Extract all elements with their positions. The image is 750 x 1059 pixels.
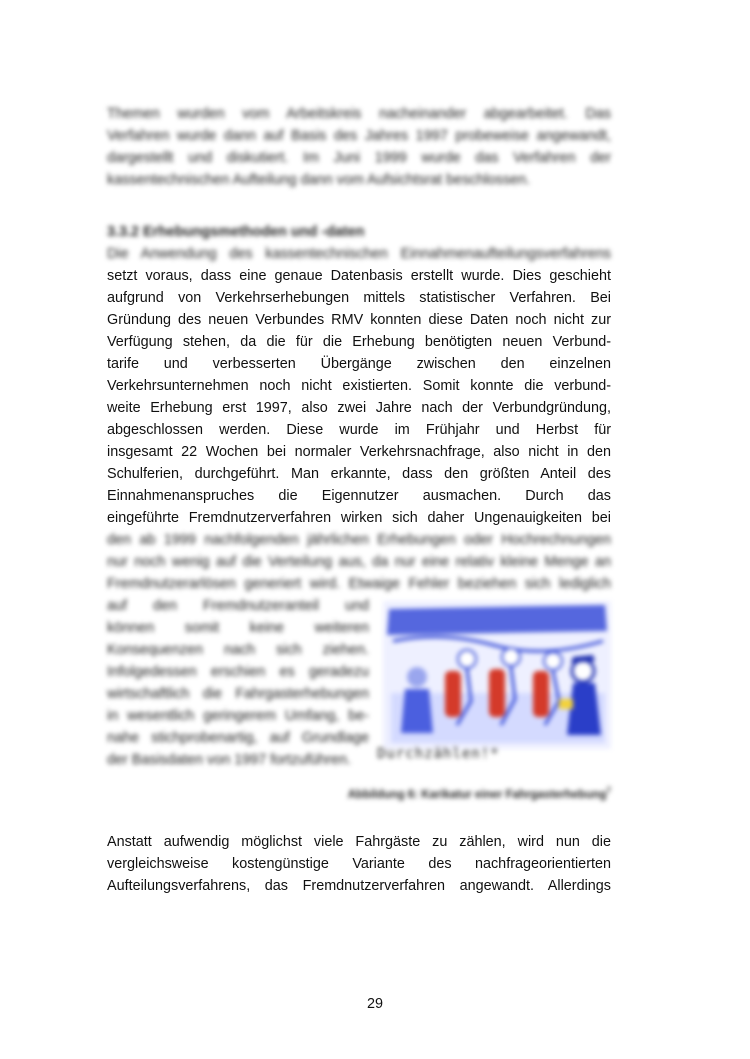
text-line: Gründung des neuen Verbundes RMV konnten diese Daten noch nicht zur bbox=[107, 312, 611, 328]
text-line: Die Anwendung des kassentechnischen Einnahmenaufteilungsverfahrens bbox=[107, 246, 611, 262]
text-line: kassentechnischen Aufteilung dann vom Aufsichtsrat beschlossen. bbox=[107, 172, 531, 188]
text-line: Schulferien, durchgeführt. Man erkannte, dass den größten Anteil des bbox=[107, 466, 611, 482]
text-line: abgeschlossen werden. Diese wurde im Frühjahr und Herbst für bbox=[107, 422, 611, 438]
figure-caption bbox=[348, 781, 611, 805]
text-line: tarife und verbesserten Übergänge zwischen den einzelnen bbox=[107, 356, 611, 372]
text-line: insgesamt 22 Wochen bei normaler Verkehrsnachfrage, also nicht in den bbox=[107, 444, 611, 460]
text-line: Verkehrsunternehmen noch nicht existierten. Somit konnte die verbund- bbox=[107, 378, 611, 394]
main-paragraph bbox=[107, 243, 611, 595]
figure-label: Durchzählen!* bbox=[377, 746, 500, 762]
text-line: Verfügung stehen, da die für die Erhebung benötigten neuen Verbund- bbox=[107, 334, 611, 350]
page-number: 29 bbox=[366, 996, 383, 1012]
text-line: auf den Fremdnutzeranteil und bbox=[107, 598, 369, 614]
text-line: Infolgedessen erschien es geradezu bbox=[107, 664, 369, 680]
text-line: der Basisdaten von 1997 fortzuführen. bbox=[107, 752, 352, 768]
text-line: vergleichsweise kostengünstige Variante des nachfrageorientierten bbox=[107, 856, 611, 872]
section-heading: 3.3.2 Erhebungsmethoden und -daten bbox=[107, 224, 365, 240]
caption-text: Abbildung 6: Karikatur einer Fahrgasterhebung bbox=[347, 788, 607, 801]
text-line: Themen wurden vom Arbeitskreis nacheinander abgearbeitet. Das bbox=[107, 106, 611, 122]
text-line: Anstatt aufwendig möglichst viele Fahrgäste zu zählen, wird nun die bbox=[107, 834, 611, 850]
text-line: Einnahmenanspruches die Eigennutzer ausmachen. Durch das bbox=[107, 488, 611, 504]
text-line: in wesentlich geringerem Umfang, be- bbox=[107, 708, 369, 724]
text-line: setzt voraus, dass eine genaue Datenbasis erstellt wurde. Dies geschieht bbox=[107, 268, 611, 284]
text-line: Konsequenzen nach sich ziehen. bbox=[107, 642, 369, 658]
cartoon-figure bbox=[383, 601, 611, 749]
text-line: den ab 1999 nachfolgenden jährlichen Erhebungen oder Hochrechnungen bbox=[107, 532, 611, 548]
text-line: dargestellt und diskutiert. Im Juni 1999 wurde das Verfahren der bbox=[107, 150, 611, 166]
text-line: Fremdnutzerarlösen generiert wird. Etwaige Fehler beziehen sich lediglich bbox=[107, 576, 611, 592]
footnote-mark: 7 bbox=[606, 786, 611, 795]
top-paragraph bbox=[107, 103, 611, 191]
bottom-paragraph bbox=[107, 831, 611, 897]
text-line: eingeführte Fremdnutzerverfahren wirken sich daher Ungenauigkeiten bei bbox=[107, 510, 611, 526]
text-line: können somit keine weiteren bbox=[107, 620, 369, 636]
text-line: Verfahren wurde dann auf Basis des Jahres 1997 probeweise angewandt, bbox=[107, 128, 611, 144]
text-line: wirtschaftlich die Fahrgasterhebungen bbox=[107, 686, 369, 702]
side-paragraph bbox=[107, 595, 369, 771]
text-line: weite Erhebung erst 1997, also zwei Jahre nach der Verbundgründung, bbox=[107, 400, 611, 416]
text-line: nur noch wenig auf die Verteilung aus, da nur eine relativ kleine Menge an bbox=[107, 554, 611, 570]
cartoon-illustration bbox=[383, 601, 611, 749]
text-line: nahe stichprobenartig, auf Grundlage bbox=[107, 730, 369, 746]
text-line: Aufteilungsverfahrens, das Fremdnutzerverfahren angewandt. Allerdings bbox=[107, 878, 611, 894]
text-line: aufgrund von Verkehrserhebungen mittels statistischer Verfahren. Bei bbox=[107, 290, 611, 306]
